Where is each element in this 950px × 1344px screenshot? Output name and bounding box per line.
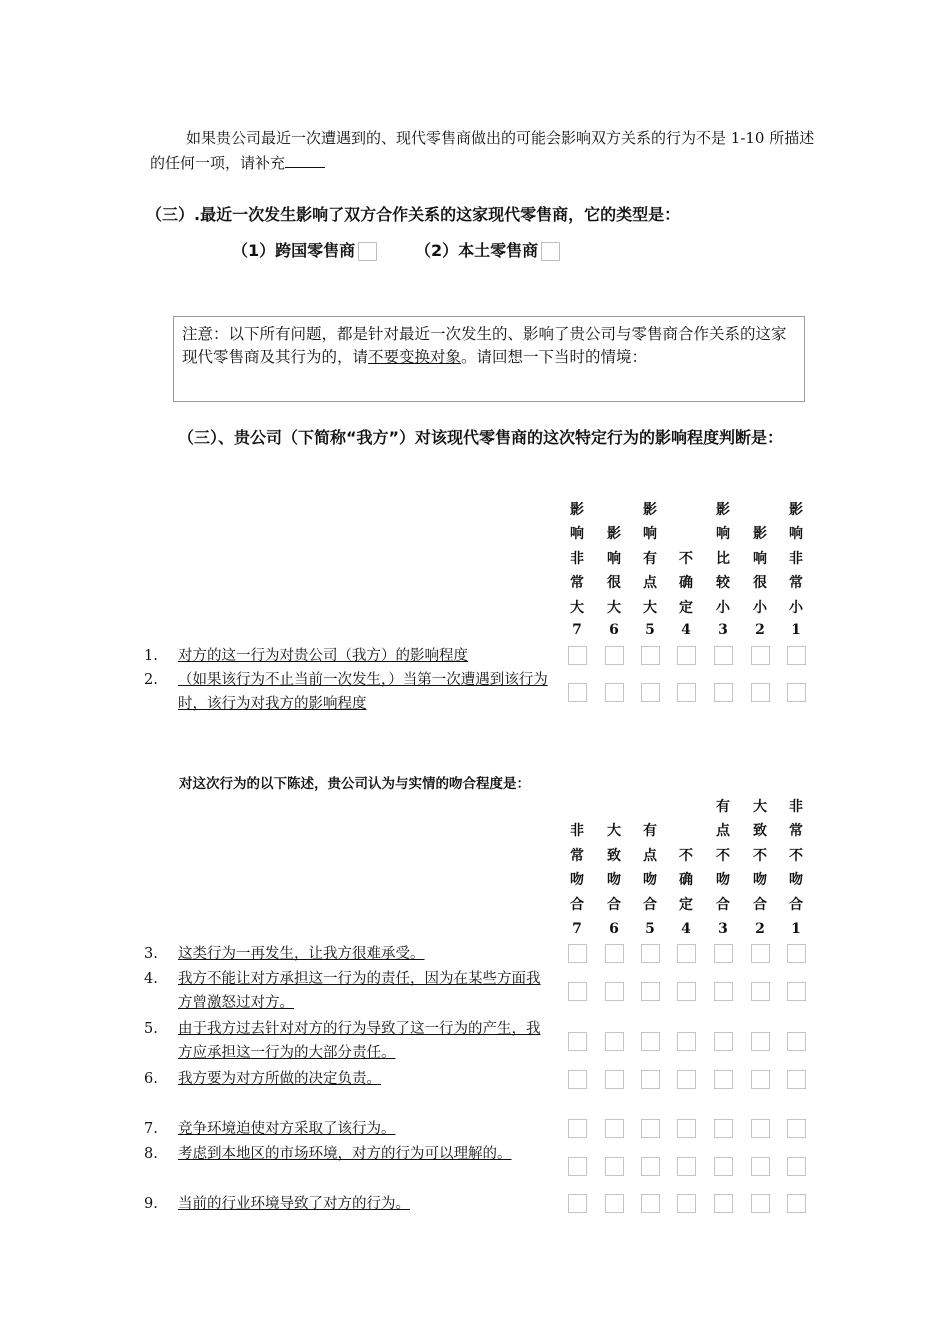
column-label-7: 非 常 吻 合 — [570, 823, 584, 913]
rating-checkbox[interactable] — [714, 1070, 733, 1089]
column-number-5: 5 — [645, 622, 655, 638]
question-number: 7. — [144, 1121, 158, 1137]
notice-text-1: 注意：以下所有问题，都是针对最近一次发生的、影响了贵公司与零售商合作关系的这家现代零售商及其行为的，请 — [182, 325, 787, 366]
rating-checkbox[interactable] — [677, 646, 696, 665]
column-label-3: 有 点 不 吻 合 — [716, 798, 730, 913]
column-number-5: 5 — [645, 921, 655, 937]
column-number-1: 1 — [791, 921, 801, 937]
rating-checkbox[interactable] — [568, 1194, 587, 1213]
rating-checkbox[interactable] — [751, 683, 770, 702]
rating-checkbox[interactable] — [568, 1157, 587, 1176]
rating-checkbox[interactable] — [677, 1119, 696, 1138]
option-multinational — [232, 238, 377, 261]
question-number: 2. — [144, 672, 158, 688]
rating-checkbox[interactable] — [751, 1032, 770, 1051]
column-number-3: 3 — [718, 921, 728, 937]
rating-checkbox[interactable] — [568, 646, 587, 665]
column-label-4: 不 确 定 — [679, 550, 693, 616]
rating-checkbox[interactable] — [751, 982, 770, 1001]
rating-checkbox[interactable] — [787, 683, 806, 702]
column-number-1: 1 — [791, 622, 801, 638]
column-label-7: 影 响 非 常 大 — [570, 501, 584, 616]
rating-checkbox[interactable] — [787, 1157, 806, 1176]
column-label-5: 有 点 吻 合 — [643, 823, 657, 913]
agreement-subheading: 对这次行为的以下陈述，贵公司认为与实情的吻合程度是： — [179, 776, 530, 792]
column-label-2: 大 致 不 吻 合 — [753, 798, 767, 913]
rating-checkbox[interactable] — [751, 1119, 770, 1138]
question-number: 8. — [144, 1146, 158, 1162]
column-number-6: 6 — [609, 921, 619, 937]
rating-checkbox[interactable] — [751, 1194, 770, 1213]
rating-checkbox[interactable] — [605, 1119, 624, 1138]
column-number-2: 2 — [755, 921, 765, 937]
rating-checkbox[interactable] — [568, 944, 587, 963]
column-number-4: 4 — [681, 921, 691, 937]
column-label-6: 影 响 很 大 — [607, 526, 621, 616]
rating-checkbox[interactable] — [605, 982, 624, 1001]
rating-checkbox[interactable] — [714, 646, 733, 665]
rating-checkbox[interactable] — [714, 1032, 733, 1051]
rating-checkbox[interactable] — [568, 1032, 587, 1051]
option-multinational-label: （1）跨国零售商 — [232, 241, 356, 260]
rating-checkbox[interactable] — [751, 646, 770, 665]
option-local-label: （2）本土零售商 — [415, 241, 539, 260]
rating-checkbox[interactable] — [714, 1157, 733, 1176]
notice-box — [173, 316, 805, 402]
question-text: 我方不能让对方承担这一行为的责任，因为在某些方面我方曾激怒过对方。 — [178, 971, 541, 1011]
question-text: 竞争环境迫使对方采取了该行为。 — [178, 1121, 396, 1137]
column-label-5: 影 响 有 点 大 — [643, 501, 657, 616]
column-number-4: 4 — [681, 622, 691, 638]
column-label-2: 影 响 很 小 — [753, 526, 767, 616]
rating-checkbox[interactable] — [677, 982, 696, 1001]
question-number: 5. — [144, 1021, 158, 1037]
rating-checkbox[interactable] — [641, 1157, 660, 1176]
column-label-1: 非 常 不 吻 合 — [789, 798, 803, 913]
column-number-3: 3 — [718, 622, 728, 638]
question-text: 对方的这一行为对贵公司（我方）的影响程度 — [178, 648, 468, 664]
column-number-6: 6 — [609, 622, 619, 638]
rating-checkbox[interactable] — [787, 944, 806, 963]
notice-text-2: 。请回想一下当时的情境： — [461, 348, 648, 366]
rating-checkbox[interactable] — [641, 982, 660, 1001]
rating-checkbox[interactable] — [641, 1070, 660, 1089]
question-number: 3. — [144, 946, 158, 962]
rating-checkbox[interactable] — [677, 1070, 696, 1089]
question-number: 9. — [144, 1196, 158, 1212]
rating-checkbox[interactable] — [787, 1194, 806, 1213]
rating-checkbox[interactable] — [568, 982, 587, 1001]
intro-paragraph — [150, 126, 818, 176]
section-type-title: （三）.最近一次发生影响了双方合作关系的这家现代零售商，它的类型是： — [146, 205, 681, 224]
question-text: 我方要为对方所做的决定负责。 — [178, 1071, 381, 1087]
rating-checkbox[interactable] — [787, 1070, 806, 1089]
rating-checkbox[interactable] — [568, 1119, 587, 1138]
rating-checkbox[interactable] — [714, 683, 733, 702]
notice-underlined: 不要变换对象 — [368, 348, 462, 366]
question-text: 由于我方过去针对对方的行为导致了这一行为的产生，我方应承担这一行为的大部分责任。 — [178, 1021, 541, 1061]
question-text: 这类行为一再发生，让我方很难承受。 — [178, 946, 425, 962]
rating-checkbox[interactable] — [605, 1070, 624, 1089]
column-label-4: 不 确 定 — [679, 847, 693, 913]
rating-checkbox[interactable] — [787, 1119, 806, 1138]
rating-checkbox[interactable] — [605, 1032, 624, 1051]
rating-checkbox[interactable] — [677, 1194, 696, 1213]
column-number-2: 2 — [755, 622, 765, 638]
rating-checkbox[interactable] — [605, 1194, 624, 1213]
rating-checkbox[interactable] — [787, 646, 806, 665]
rating-checkbox[interactable] — [714, 1119, 733, 1138]
option-local-checkbox[interactable] — [541, 242, 560, 261]
rating-checkbox[interactable] — [568, 683, 587, 702]
question-text: （如果该行为不止当前一次发生，）当第一次遭遇到该行为时，该行为对我方的影响程度 — [178, 672, 548, 712]
intro-text: 如果贵公司最近一次遭遇到的、现代零售商做出的可能会影响双方关系的行为不是 1-10 所描述的任何一项，请补充 — [150, 129, 815, 172]
rating-checkbox[interactable] — [641, 683, 660, 702]
rating-checkbox[interactable] — [714, 944, 733, 963]
rating-checkbox[interactable] — [714, 1194, 733, 1213]
rating-checkbox[interactable] — [787, 1032, 806, 1051]
question-text: 考虑到本地区的市场环境，对方的行为可以理解的。 — [178, 1146, 512, 1162]
rating-checkbox[interactable] — [568, 1070, 587, 1089]
rating-checkbox[interactable] — [677, 944, 696, 963]
rating-checkbox[interactable] — [787, 982, 806, 1001]
rating-checkbox[interactable] — [751, 944, 770, 963]
rating-checkbox[interactable] — [641, 944, 660, 963]
rating-checkbox[interactable] — [714, 982, 733, 1001]
question-text: 当前的行业环境导致了对方的行为。 — [178, 1196, 410, 1212]
column-number-7: 7 — [572, 921, 582, 937]
supplement-blank[interactable] — [285, 151, 325, 168]
rating-checkbox[interactable] — [605, 944, 624, 963]
rating-checkbox[interactable] — [641, 1032, 660, 1051]
rating-checkbox[interactable] — [677, 1157, 696, 1176]
column-label-3: 影 响 比 较 小 — [716, 501, 730, 616]
option-multinational-checkbox[interactable] — [358, 242, 377, 261]
column-number-7: 7 — [572, 622, 582, 638]
rating-checkbox[interactable] — [751, 1157, 770, 1176]
section-influence-title: （三）、贵公司（下简称“我方”）对该现代零售商的这次特定行为的影响程度判断是： — [178, 428, 784, 447]
option-local — [415, 238, 560, 261]
rating-checkbox[interactable] — [677, 1032, 696, 1051]
rating-checkbox[interactable] — [605, 1157, 624, 1176]
rating-checkbox[interactable] — [751, 1070, 770, 1089]
question-number: 6. — [144, 1071, 158, 1087]
rating-checkbox[interactable] — [641, 1194, 660, 1213]
column-label-6: 大 致 吻 合 — [607, 823, 621, 913]
rating-checkbox[interactable] — [605, 683, 624, 702]
column-label-1: 影 响 非 常 小 — [789, 501, 803, 616]
rating-checkbox[interactable] — [677, 683, 696, 702]
rating-checkbox[interactable] — [641, 1119, 660, 1138]
question-number: 1. — [144, 648, 158, 664]
question-number: 4. — [144, 971, 158, 987]
rating-checkbox[interactable] — [605, 646, 624, 665]
rating-checkbox[interactable] — [641, 646, 660, 665]
